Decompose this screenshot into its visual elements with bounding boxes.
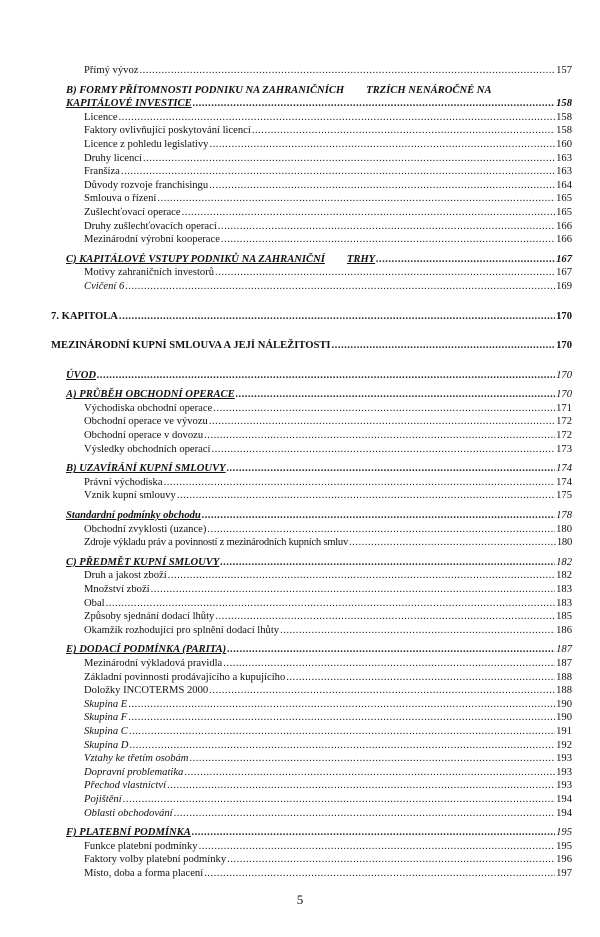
toc-title: Licence z pohledu legislativy [84, 138, 209, 150]
toc-entry [66, 523, 572, 537]
toc-page: 170 [556, 310, 572, 322]
toc-page: 193 [556, 766, 572, 778]
toc-page: 170 [556, 389, 572, 401]
toc-page: 187 [556, 657, 572, 669]
toc-page: 196 [556, 854, 572, 866]
toc-page: 169 [556, 280, 572, 292]
dot-leader [143, 152, 555, 166]
toc-title: Množství zboží [84, 584, 150, 595]
dot-leader [280, 624, 555, 638]
toc-title: Okamžik rozhodující pro splnění dodací lhůty [84, 624, 280, 636]
toc-entry [66, 793, 572, 807]
toc-entry [66, 853, 572, 867]
toc-entry [66, 569, 572, 583]
toc-page: 185 [556, 611, 572, 623]
toc-page: 163 [556, 152, 572, 164]
toc-page: 160 [556, 138, 572, 150]
dot-leader [119, 111, 556, 125]
dot-leader [192, 826, 555, 840]
toc-title: ÚVOD [66, 369, 97, 381]
dot-leader [332, 339, 556, 353]
toc-entry [66, 233, 572, 247]
toc-page: 182 [556, 570, 572, 582]
toc-title: Zdroje výkladu práv a povinností z mezinárodních kupních smluv [84, 537, 348, 549]
toc-title: Obchodní operace ve vývozu [84, 416, 208, 428]
toc-page: 165 [556, 193, 572, 205]
toc-title: Motivy zahraničních investorů [84, 267, 215, 279]
dot-leader [209, 415, 555, 429]
toc-entry [66, 739, 572, 753]
toc-entry [66, 624, 572, 638]
toc-title: TRHY [346, 253, 376, 265]
toc-page: 191 [556, 725, 572, 737]
dot-leader [213, 402, 555, 416]
dot-leader [376, 253, 555, 267]
toc-entry [66, 698, 572, 712]
toc-title: Faktory ovlivňující poskytování licencí [84, 125, 251, 137]
toc-page: 167 [556, 253, 572, 265]
toc-section-heading [66, 556, 572, 570]
toc-title: Druhy zušlechťovacích operací [84, 220, 217, 232]
toc-page: 167 [556, 267, 572, 279]
toc-page: 173 [556, 443, 572, 455]
toc-title: Místo, doba a forma placení [84, 867, 204, 879]
toc-entry [66, 138, 572, 152]
toc-title: E) DODACÍ PODMÍNKA (PARITA) [66, 644, 227, 656]
toc-title: 7. KAPITOLA [51, 310, 118, 322]
toc-entry [66, 779, 572, 793]
toc-page: 165 [556, 206, 572, 218]
toc-page: 157 [556, 65, 572, 76]
toc-entry [66, 657, 572, 671]
toc-section-heading [66, 462, 572, 476]
toc-title: Přechod vlastnictví [84, 780, 167, 792]
toc-section-heading [66, 826, 572, 840]
toc-title: Důvody rozvoje franchisingu [84, 179, 209, 191]
toc-entry [66, 766, 572, 780]
toc-page: 187 [556, 644, 572, 656]
toc-section-heading [66, 643, 572, 657]
toc-page: 188 [556, 671, 572, 683]
dot-leader [236, 388, 555, 402]
toc-page: 194 [556, 793, 572, 805]
toc-entry [66, 111, 572, 125]
page-number: 5 [296, 892, 304, 907]
dot-leader [193, 97, 555, 111]
toc-entry [66, 64, 572, 78]
toc-title: Druh a jakost zboží [84, 570, 167, 582]
toc-page: 174 [556, 463, 572, 475]
toc-section-heading [66, 388, 572, 402]
toc-title: Standardní podmínky obchodu [66, 510, 201, 522]
dot-leader [123, 793, 555, 807]
toc-title: Skupina C [84, 725, 128, 737]
dot-leader [209, 684, 555, 698]
dot-leader [128, 698, 555, 712]
toc-entry [66, 476, 572, 490]
toc-title: C) KAPITÁLOVÉ VSTUPY PODNIKŮ NA ZAHRANIČNÍ [66, 253, 325, 265]
toc-title: Obal [84, 597, 105, 609]
toc-entry [66, 124, 572, 138]
dot-leader [199, 840, 556, 854]
dot-leader [129, 739, 555, 753]
dot-leader [204, 867, 555, 881]
toc-title: Právní východiska [84, 476, 163, 488]
toc-title: MEZINÁRODNÍ KUPNÍ SMLOUVA A JEJÍ NÁLEŽITOSTI [51, 340, 331, 352]
toc-title: Skupina D [84, 739, 129, 751]
toc-page: 186 [556, 624, 572, 636]
toc-title: Vznik kupní smlouvy [84, 490, 176, 502]
toc-page: 171 [556, 402, 572, 414]
dot-leader [106, 597, 556, 611]
dot-leader [128, 711, 555, 725]
toc-page: 190 [556, 698, 572, 710]
toc-title: Dopravní problematika [84, 766, 184, 778]
dot-leader [174, 807, 556, 821]
toc-page: 158 [556, 98, 572, 110]
toc-title: Způsoby sjednání dodací lhůty [84, 611, 215, 623]
section-heading-text: B) FORMY PŘÍTOMNOSTI PODNIKU NA ZAHRANIČNÍCH [66, 84, 345, 96]
dot-leader [129, 725, 555, 739]
toc-title: Základní povinnosti prodávajícího a kupujícího [84, 671, 286, 683]
toc-entry [66, 402, 572, 416]
toc-title: Východiska obchodní operace [84, 402, 213, 414]
toc-page: 190 [556, 712, 572, 724]
toc-entry [66, 671, 572, 685]
toc-entry [66, 684, 572, 698]
toc-title: Výsledky obchodních operací [84, 443, 211, 455]
toc-title: Funkce platební podmínky [84, 840, 198, 852]
toc-page: 178 [556, 510, 572, 522]
toc-entry [66, 583, 572, 597]
dot-leader [97, 369, 555, 383]
toc-title: C) PŘEDMĚT KUPNÍ SMLOUVY [66, 556, 220, 568]
dot-leader [286, 671, 555, 685]
dot-leader [215, 266, 555, 280]
dot-leader [221, 233, 555, 247]
dot-leader [167, 779, 555, 793]
toc-page: 174 [556, 476, 572, 488]
toc-page: 192 [556, 739, 572, 751]
toc-title: Přímý vývoz [84, 65, 139, 76]
toc-page: 172 [556, 430, 572, 442]
toc-page: 172 [556, 416, 572, 428]
dot-leader [218, 220, 555, 234]
dot-leader [182, 206, 556, 220]
toc-page: 194 [556, 807, 572, 819]
toc-title: Obchodní operace v dovozu [84, 430, 204, 442]
toc-entry [66, 536, 572, 550]
toc-page: 183 [556, 584, 572, 595]
toc-entry [66, 280, 572, 294]
toc-page: 188 [556, 685, 572, 697]
toc-title: F) PLATEBNÍ PODMÍNKA [66, 827, 191, 839]
toc-entry [66, 152, 572, 166]
toc-page: 195 [556, 827, 572, 839]
toc-entry [66, 807, 572, 821]
toc-title: Zušlechťovací operace [84, 206, 181, 218]
toc-entry [66, 266, 572, 280]
toc-page: 163 [556, 166, 572, 178]
dot-leader [189, 752, 555, 766]
toc-page: 166 [556, 234, 572, 246]
dot-leader [121, 165, 555, 179]
toc-section-heading [66, 97, 572, 111]
dot-leader [207, 523, 555, 537]
toc-title: Pojištění [84, 793, 122, 805]
toc-entry [66, 179, 572, 193]
toc-title: Skupina E [84, 698, 128, 710]
dot-leader [215, 610, 555, 624]
toc-entry [66, 429, 572, 443]
toc-entry [66, 192, 572, 206]
toc-title: B) UZAVÍRÁNÍ KUPNÍ SMLOUVY [66, 463, 226, 475]
toc-section-heading [66, 509, 572, 523]
dot-leader [252, 124, 555, 138]
toc-page: 197 [556, 867, 572, 879]
toc-page: 175 [556, 490, 572, 502]
toc-entry [66, 597, 572, 611]
toc-entry [66, 220, 572, 234]
dot-leader [349, 536, 556, 550]
toc-entry [66, 867, 572, 881]
dot-leader [177, 489, 555, 503]
toc-page: 170 [556, 369, 572, 381]
toc-section-heading [66, 369, 572, 383]
dot-leader [119, 310, 555, 324]
toc-title: Licence [84, 111, 118, 123]
dot-leader [157, 192, 555, 206]
toc-title: Franšíza [84, 166, 120, 178]
toc-title: Faktory volby platební podmínky [84, 854, 227, 866]
toc-title: Smlouva o řízení [84, 193, 157, 205]
toc-entry [66, 752, 572, 766]
toc-page: 180 [556, 537, 572, 549]
toc-entry [66, 165, 572, 179]
toc-entry [66, 443, 572, 457]
dot-leader [223, 657, 555, 671]
dot-leader [139, 64, 555, 78]
toc-chapter-title [51, 339, 572, 353]
toc-page: 193 [556, 753, 572, 765]
toc-title: Doložky INCOTERMS 2000 [84, 685, 209, 697]
dot-leader [227, 853, 555, 867]
toc-entry [66, 489, 572, 503]
toc-title: A) PRŮBĚH OBCHODNÍ OPERACE [66, 389, 235, 401]
dot-leader [168, 569, 555, 583]
toc-title: Cvičení 6 [84, 280, 125, 292]
toc-entry [66, 840, 572, 854]
dot-leader [184, 766, 555, 780]
dot-leader [164, 476, 556, 490]
toc-page: 166 [556, 220, 572, 232]
toc-page: 183 [556, 597, 572, 609]
dot-leader [227, 643, 555, 657]
table-of-contents [51, 64, 572, 880]
dot-leader [151, 583, 555, 597]
toc-title: Vztahy ke třetím osobám [84, 753, 189, 765]
toc-page: 158 [556, 125, 572, 137]
toc-page: 182 [556, 556, 572, 568]
dot-leader [202, 509, 555, 523]
toc-page: 158 [556, 111, 572, 123]
toc-entry [66, 415, 572, 429]
toc-page: 180 [556, 523, 572, 535]
dot-leader [209, 138, 555, 152]
toc-entry [66, 206, 572, 220]
toc-entry [66, 725, 572, 739]
toc-title: Obchodní zvyklosti (uzance) [84, 523, 207, 535]
dot-leader [209, 179, 555, 193]
toc-section-heading [66, 253, 572, 267]
section-heading-text: TRZÍCH NENÁROČNÉ NA [366, 84, 492, 96]
dot-leader [125, 280, 555, 294]
toc-title: Mezinárodní výrobní kooperace [84, 234, 220, 246]
toc-page: 164 [556, 179, 572, 191]
dot-leader [227, 462, 555, 476]
dot-leader [220, 556, 555, 570]
dot-leader [212, 443, 556, 457]
toc-title: Skupina F [84, 712, 128, 724]
toc-title: Druhy licencí [84, 152, 142, 164]
toc-title: Oblasti obchodování [84, 807, 173, 819]
toc-page: 195 [556, 840, 572, 852]
toc-entry [66, 610, 572, 624]
toc-chapter [51, 310, 572, 324]
toc-title: Mezinárodní výkladová pravidla [84, 657, 223, 669]
toc-page: 193 [556, 780, 572, 792]
toc-entry [66, 711, 572, 725]
toc-page: 170 [556, 340, 572, 352]
dot-leader [204, 429, 555, 443]
section-heading-b-line1 [66, 84, 572, 98]
toc-title: KAPITÁLOVÉ INVESTICE [66, 98, 192, 110]
